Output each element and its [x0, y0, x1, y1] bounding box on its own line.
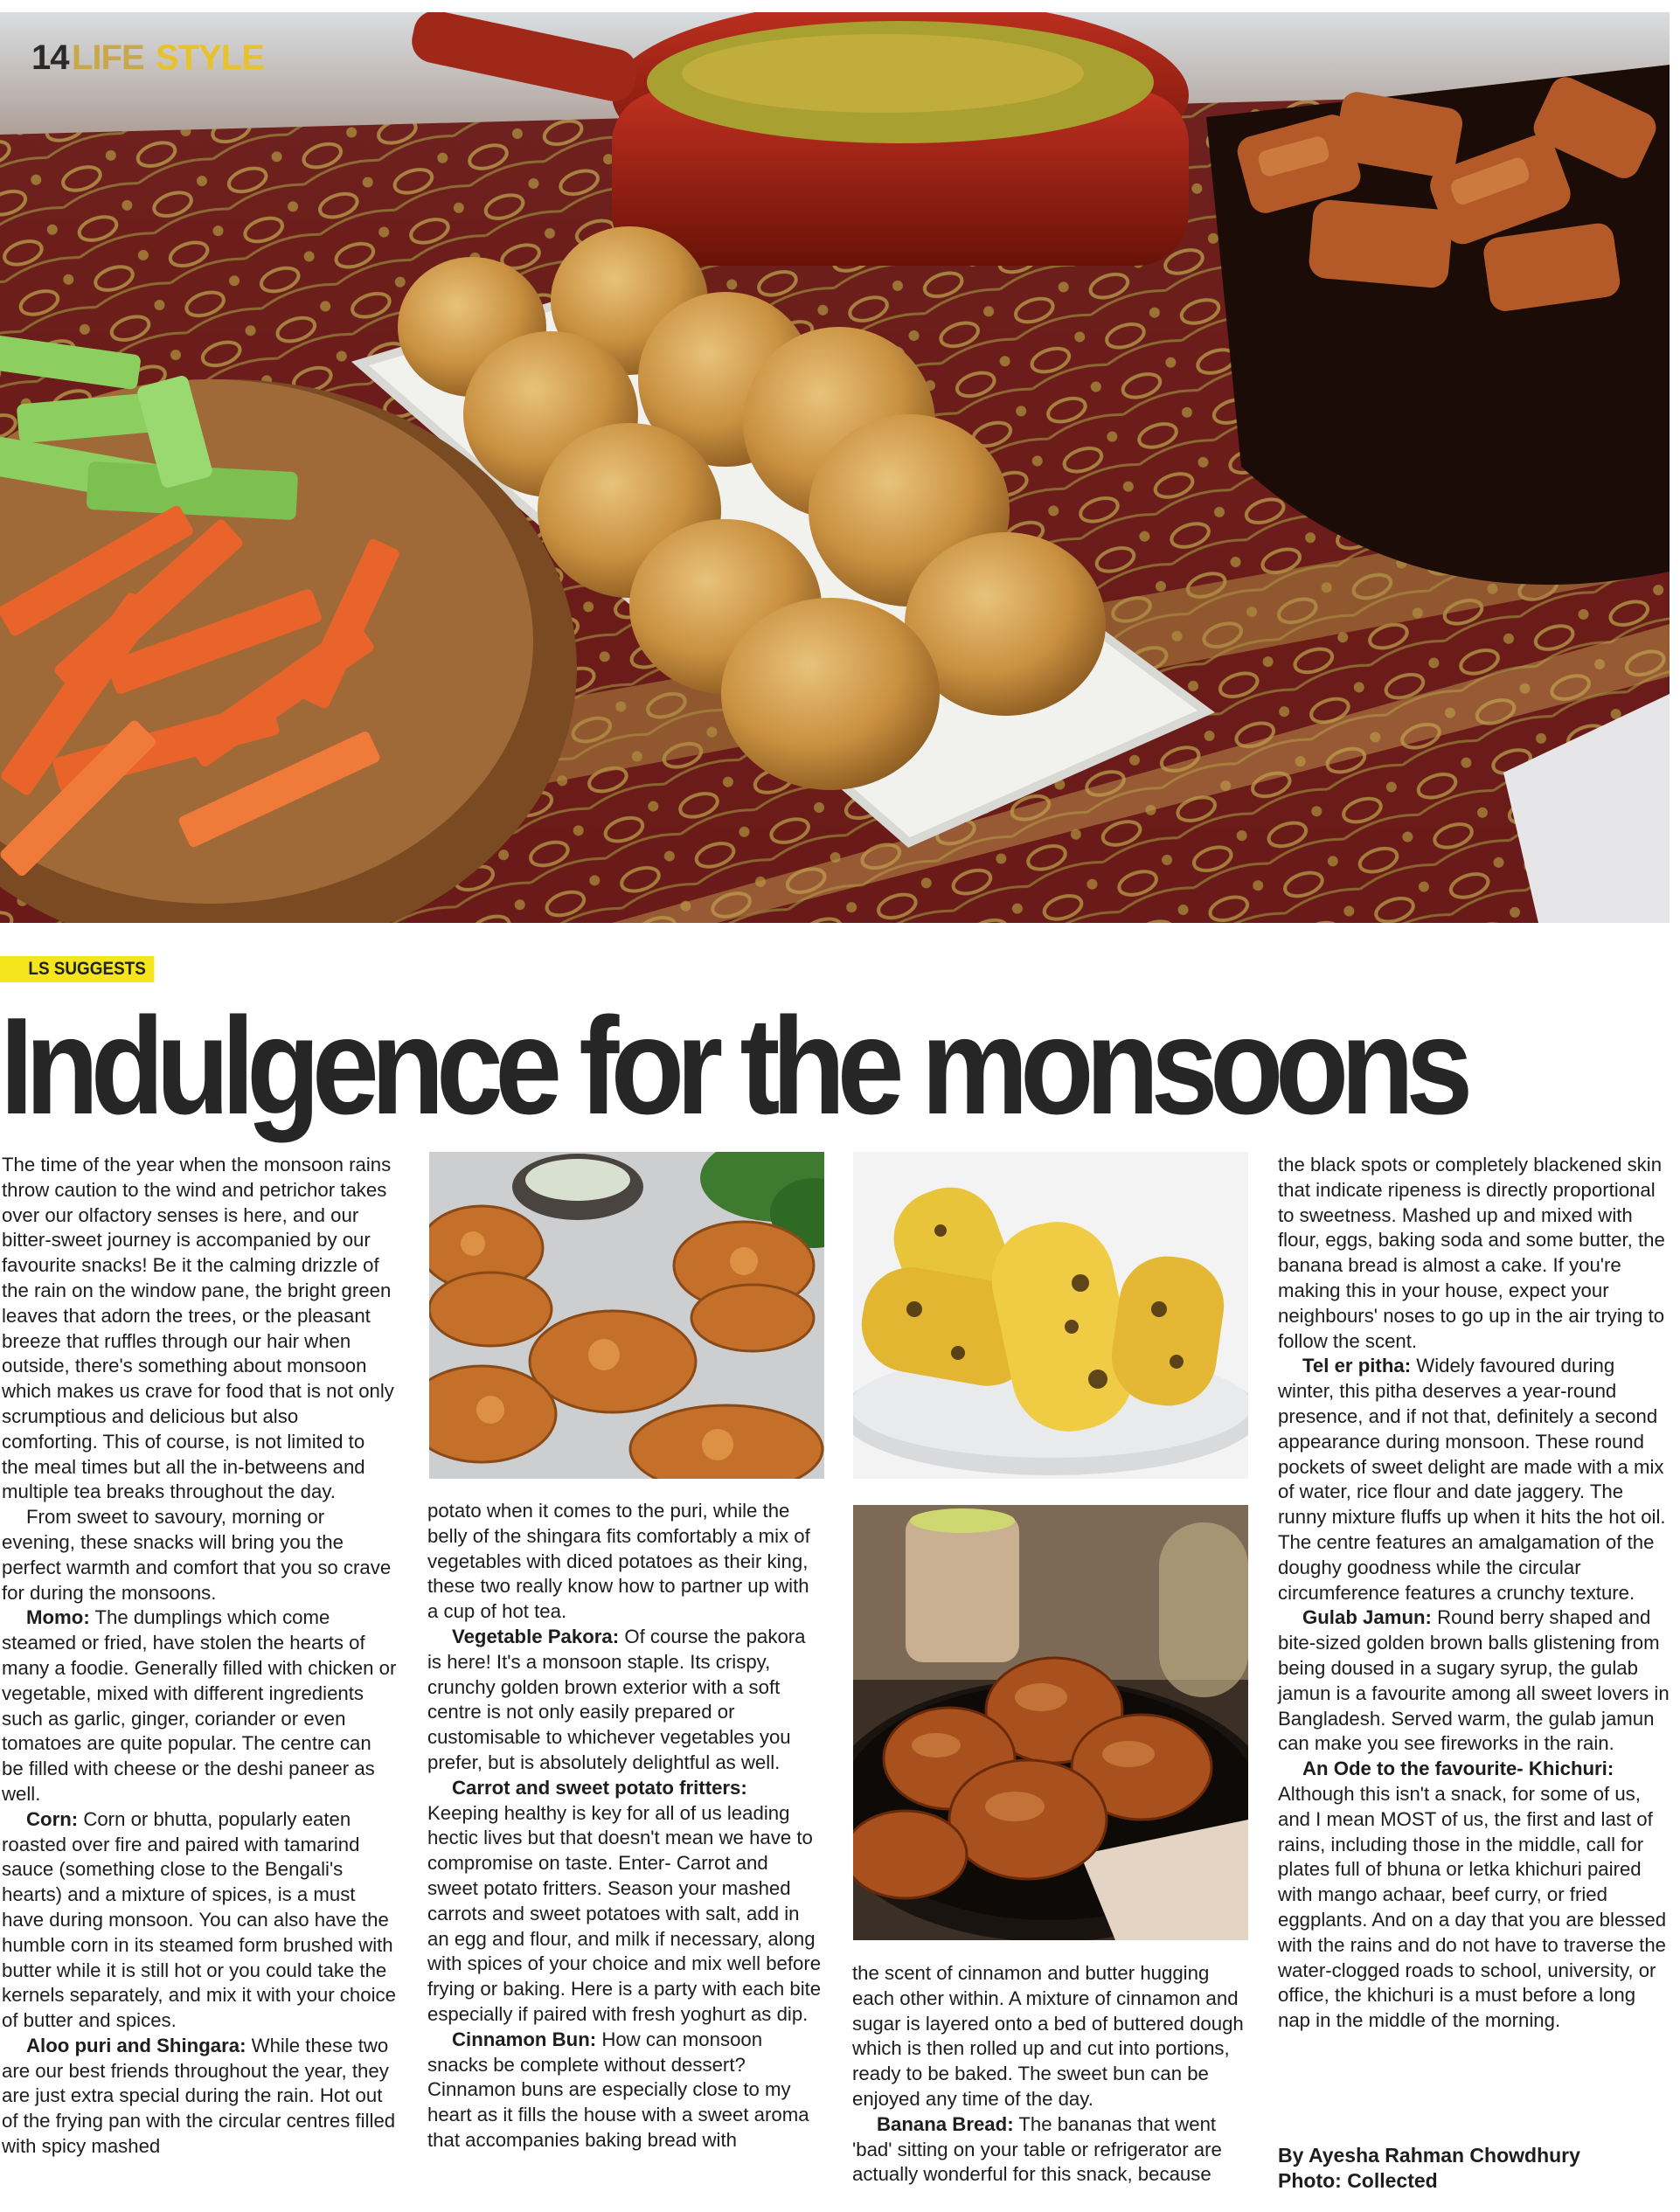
kicker-label: LS SUGGESTS — [0, 956, 154, 982]
hero-photo-snacks — [0, 12, 1670, 923]
gulab-jamun-heading: Gulab Jamun: — [1302, 1606, 1432, 1629]
paragraph-aloo-puri-cont: potato when it comes to the puri, while the belly of the shingara fits comfortably a mix of vegetables with diced potatoes as their king, these two really know how to partner up with a cup of hot tea. — [427, 1500, 810, 1623]
corn-heading: Corn: — [26, 1807, 79, 1830]
aloo-puri-heading: Aloo puri and Shingara: — [26, 2034, 246, 2056]
article-column-1 — [2, 1153, 397, 2160]
page-number: 14 — [31, 38, 69, 77]
paragraph-gulab-jamun: Gulab Jamun: Round berry shaped and bite-sized golden brown balls glistening from being doused in a sugary syrup, the gulab jamun is a favourite among all sweet lovers in Bangladesh. Served warm, the gulab jamun can make you see fireworks in the rain. — [1278, 1606, 1670, 1755]
photo-gulab-jamun — [853, 1505, 1248, 1940]
paragraph-cinnamon-bun-cont: the scent of cinnamon and butter hugging each other within. A mixture of cinnamon and sugar is layered onto a bed of buttered dough which is then rolled up and cut into portions, ready to be baked. The sweet bun can be enjoyed any time of the day. — [852, 1962, 1244, 2110]
author-credit: By Ayesha Rahman Chowdhury — [1278, 2144, 1580, 2167]
khichuri-heading: An Ode to the favourite- Khichuri: — [1302, 1758, 1614, 1780]
paragraph-banana-bread: Banana Bread: The bananas that went 'bad' sitting on your table or refrigerator are actually wonderful for this snack, because — [852, 2112, 1222, 2186]
fritters-heading-line — [427, 1776, 823, 1801]
paragraph-teler-pitha: Tel er pitha: Widely favoured during winter, this pitha deserves a year-round presence, and if not that, definitely a second appearance during monsoon. These round pockets of sweet delight are made with a mix of water, rice flour and date jaggery. The runny mixture fluffs up when it hits the hot oil. The centre features an amalgamation of the doughy goodness while the circular circumference features a crunchy texture. — [1278, 1355, 1666, 1604]
article-column-3 — [852, 1961, 1247, 2188]
paragraph-fritters: Keeping healthy is key for all of us leading hectic lives but that doesn't mean we have to compromise on taste. Enter- Carrot and sweet potato fritters. Season your mashed carrots and sweet potatoes with salt, add in an egg and flour, and milk if necessary, along with spices of your choice and mix well before frying or baking. Here is a party with each bite especially if paired with fresh yoghurt as dip. — [427, 1801, 822, 2025]
momo-heading: Momo: — [26, 1606, 90, 1629]
paragraph-khichuri: Although this isn't a snack, for some of us, and I mean MOST of us, the first and last of rains, including those in the middle, call for plates full of bhuna or letka khichuri paired with mango achaar, beef curry, or fried eggplants. And on a day that you are blessed with the rains and do not have to traverse the water-clogged roads to school, university, or office, the khichuri is a must before a long nap in the middle of the morning. — [1278, 1782, 1667, 2032]
paragraph-intro: The time of the year when the monsoon rains throw caution to the wind and petrichor takes over our olfactory senses is here, and our bitter-sweet journey is accompanied by our favourite snacks! Be it the calming drizzle of the rain on the window pane, the bright green leaves that adorn the trees, or the pleasant breeze that ruffles through our hair when outside, there's something about monsoon which makes us crave for food that is not only scrumptious and delicious but also comforting. This of course, is not limited to the meal times but all the in-betweens and multiple tea breaks throughout the day. — [2, 1154, 394, 1503]
khichuri-heading-line — [1278, 1757, 1673, 1782]
section-title-style: STYLE — [156, 38, 264, 77]
byline — [1278, 2143, 1580, 2194]
pakora-heading: Vegetable Pakora: — [452, 1625, 620, 1647]
paragraph-cinnamon-bun: Cinnamon Bun: How can monsoon snacks be complete without dessert? Cinnamon buns are especially close to my heart as it fills the house with a sweet aroma that accompanies baking bread with — [427, 2028, 809, 2151]
cinnamon-bun-heading: Cinnamon Bun: — [452, 2028, 597, 2050]
photo-fritters — [429, 1152, 824, 1479]
article-column-4 — [1278, 1153, 1673, 2034]
article-headline: Indulgence for the monsoons — [0, 989, 1465, 1143]
paragraph-pakora: Vegetable Pakora: Of course the pakora is here! It's a monsoon staple. Its crispy, crunchy golden brown exterior with a soft centre is not only easily prepared or customisable to whichever vegetables you prefer, but is absolutely delightful as well. — [427, 1625, 806, 1773]
article-column-2 — [427, 1499, 823, 2153]
paragraph-momo: Momo: The dumplings which come steamed or fried, have stolen the hearts of many a foodie. Generally filled with chicken or vegetable, mixed with different ingredients such as garlic, ginger, coriander or even tomatoes are quite popular. The centre can be filled with cheese or the deshi paneer as well. — [2, 1606, 397, 1805]
section-title-life: LIFE — [72, 38, 144, 77]
banana-bread-heading: Banana Bread: — [877, 2112, 1014, 2135]
teler-pitha-heading: Tel er pitha: — [1302, 1355, 1412, 1377]
paragraph-banana-bread-cont: the black spots or completely blackened skin that indicate ripeness is directly proportional to sweetness. Mashed up and mixed with flour, eggs, baking soda and some butter, the banana bread is almost a cake. If you're making this in your house, expect your neighbours' noses to go up in the air trying to follow the scent. — [1278, 1154, 1665, 1352]
photo-credit: Photo: Collected — [1278, 2169, 1438, 2192]
paragraph-sweet-savoury: From sweet to savoury, morning or evening, these snacks will bring you the perfect warmth and comfort that you so crave for during the monsoons. — [2, 1506, 392, 1604]
paragraph-corn: Corn: Corn or bhutta, popularly eaten roasted over fire and paired with tamarind sauce (something close to the Bengali's hearts) and a mixture of spices, is a must have during monsoon. You can also have the humble corn in its steamed form brushed with butter while it is still hot or you could take the kernels separately, and mix it with your choice of butter and spices. — [2, 1807, 396, 2032]
paragraph-aloo-puri: Aloo puri and Shingara: While these two are our best friends throughout the year, they are just extra special during the rain. Hot out of the frying pan with the circular centres filled with spicy mashed — [2, 2034, 396, 2158]
fritters-heading: Carrot and sweet potato fritters: — [452, 1776, 747, 1799]
photo-corn — [853, 1152, 1248, 1479]
